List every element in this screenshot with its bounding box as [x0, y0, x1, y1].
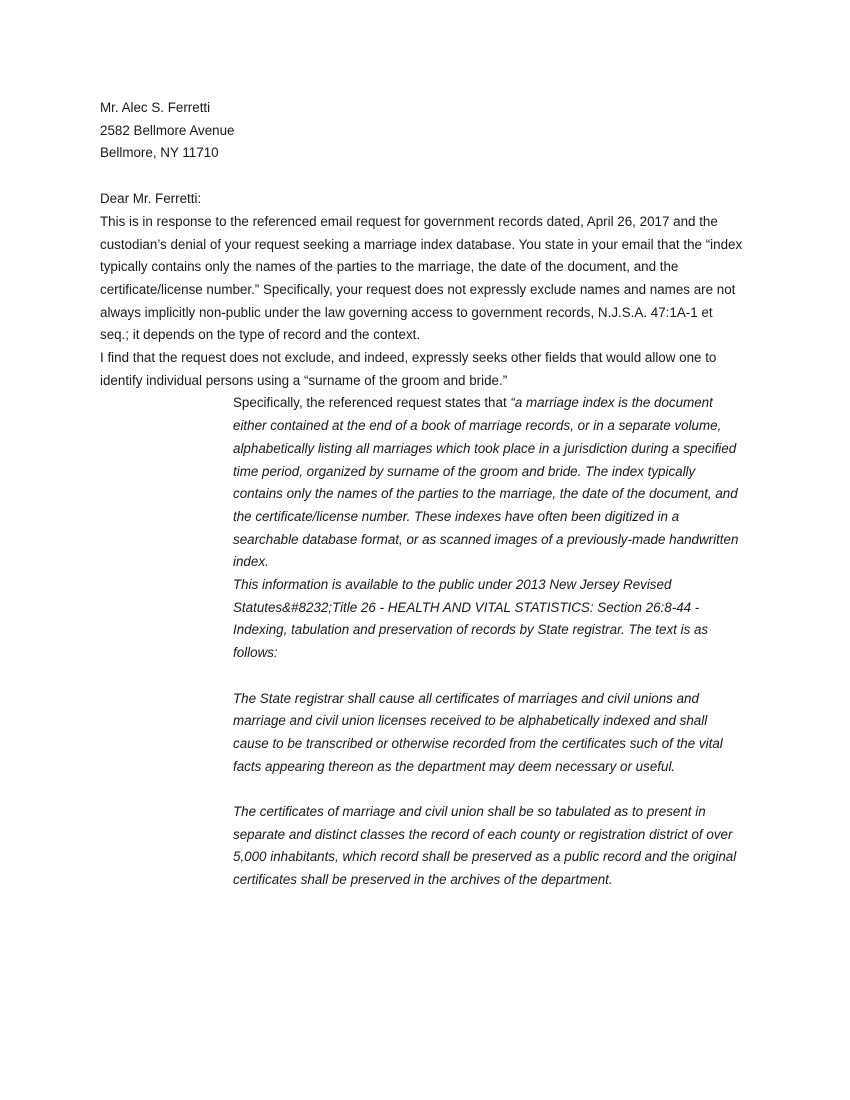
statute-paragraph-1: The State registrar shall cause all certificates of marriages and civil unions and marriage and civil union licenses received to be alphabetically indexed and shall cause to be transcribed or otherwise recorded from the certificates such of the vital facts appearing thereon as the department may deem necessary or useful. — [233, 690, 723, 774]
letter-body — [100, 97, 745, 892]
quote-intro-italic: “a marriage index is the document either contained at the end of a book of marriage records, or in a separate volume, alphabetically listing all marriages which took place in a jurisdiction during a specified time period, organized by surname of the groom and bride. The index typically contains only the names of the parties to the marriage, the date of the document, and the certificate/license number. These indexes have often been digitized in a searchable database format, or as scanned images of a previously-made handwritten index. — [233, 395, 739, 570]
statute-reference: This information is available to the public under 2013 New Jersey Revised Statutes&#8232;Title 26 - HEALTH AND VITAL STATISTICS: Section 26:8-44 - Indexing, tabulation and preservation of records by State registrar. The text is as follows: — [233, 577, 709, 661]
recipient-address — [100, 97, 745, 165]
recipient-street: 2582 Bellmore Avenue — [100, 122, 235, 138]
recipient-name: Mr. Alec S. Ferretti — [100, 100, 211, 115]
paragraph-finding: I find that the request does not exclude, and indeed, expressly seeks other fields that would allow one to identify individual persons using a “surname of the groom and bride.” — [100, 350, 717, 388]
quote-intro — [233, 392, 745, 574]
quoted-request-block — [233, 392, 745, 891]
quote-intro-plain: Specifically, the referenced request states that — [233, 395, 511, 411]
recipient-city-state-zip: Bellmore, NY 11710 — [100, 145, 219, 161]
salutation: Dear Mr. Ferretti: — [100, 191, 202, 207]
statute-paragraph-2: The certificates of marriage and civil union shall be so tabulated as to present in separate and distinct classes the record of each county or registration district of over 5,000 inhabitants, which record shall be preserved as a public record and the original certificates shall be preserved in the archives of the department. — [233, 804, 737, 888]
paragraph-response: This is in response to the referenced email request for government records dated, April 26, 2017 and the custodian’s denial of your request seeking a marriage index database. You state in your email that the “index typically contains only the names of the parties to the marriage, the date of the document, and the certificate/license number.” Specifically, your request does not expressly exclude names and names are not always implicitly non-public under the law governing access to government records, N.J.S.A. 47:1A-1 et seq.; it depends on the type of record and the context. — [100, 213, 743, 343]
